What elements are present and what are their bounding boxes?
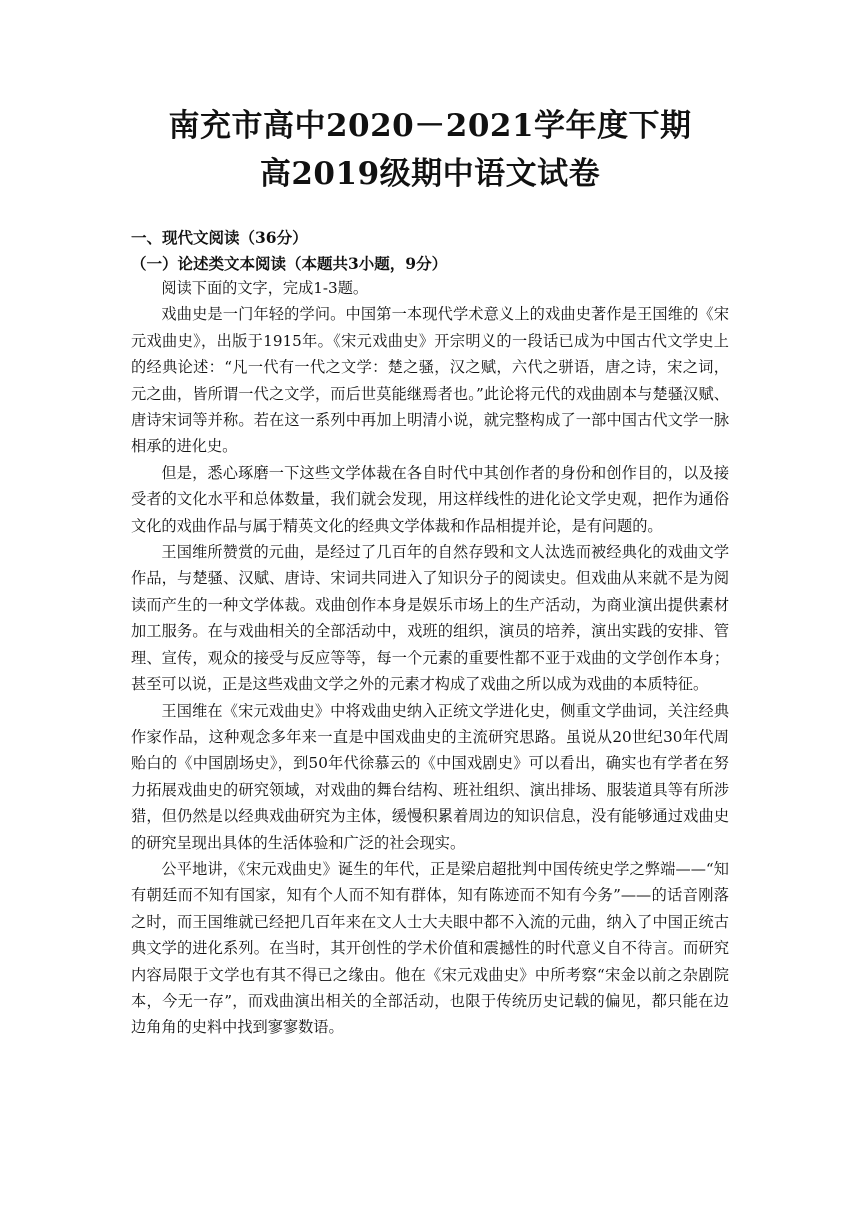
instruction-text: 阅读下面的文字，完成1-3题。 <box>161 279 369 297</box>
exam-title-line2: 高2019级期中语文试卷 <box>259 156 601 192</box>
section-heading: 一、现代文阅读（36分） <box>131 228 308 247</box>
subsection-heading: （一）论述类文本阅读（本题共3小题，9分） <box>131 254 448 273</box>
passage-paragraph-2: 但是，悉心琢磨一下这些文学体裁在各自时代中其创作者的身份和创作目的，以及接受者的文化水平和总体数量，我们就会发现，用这样线性的进化论文学史观，把作为通俗文化的戏曲作品与属于精英文化的经典文学体裁和作品相提并论，是有问题的。 <box>131 463 729 535</box>
passage-paragraph-1: 戏曲史是一门年轻的学问。中国第一本现代学术意义上的戏曲史著作是王国维的《宋元戏曲史》，出版于1915年。《宋元戏曲史》开宗明义的一段话已成为中国古代文学史上的经典论述：“凡一代有一代之文学：楚之骚，汉之赋，六代之骈语，唐之诗，宋之词，元之曲，皆所谓一代之文学，而后世莫能继焉者也。”此论将元代的戏曲剧本与楚骚汉赋、唐诗宋词等并称。若在这一系列中再加上明清小说，就完整构成了一部中国古代文学一脉相承的进化史。 <box>131 305 729 456</box>
exam-title-line1: 南充市高中2020－2021学年度下期 <box>168 108 692 144</box>
reading-passage <box>131 275 729 1041</box>
passage-paragraph-4: 王国维在《宋元戏曲史》中将戏曲史纳入正统文学进化史，侧重文学曲词，关注经典作家作品，这种观念多年来一直是中国戏曲史的主流研究思路。虽说从20世纪30年代周贻白的《中国剧场史》，到50年代徐慕云的《中国戏剧史》可以看出，确实也有学者在努力拓展戏曲史的研究领域，对戏曲的舞台结构、班社组织、演出排场、服装道具等有所涉猎，但仍然是以经典戏曲研究为主体，缓慢积累着周边的知识信息，没有能够通过戏曲史的研究呈现出具体的生活体验和广泛的社会现实。 <box>131 701 729 852</box>
passage-paragraph-3: 王国维所赞赏的元曲，是经过了几百年的自然存毁和文人汰选而被经典化的戏曲文学作品，与楚骚、汉赋、唐诗、宋词共同进入了知识分子的阅读史。但戏曲从来就不是为阅读而产生的一种文学体裁。戏曲创作本身是娱乐市场上的生产活动，为商业演出提供素材加工服务。在与戏曲相关的全部活动中，戏班的组织，演员的培养，演出实践的安排、管理、宣传，观众的接受与反应等等，每一个元素的重要性都不亚于戏曲的文学创作本身；甚至可以说，正是这些戏曲文学之外的元素才构成了戏曲之所以成为戏曲的本质特征。 <box>131 543 729 694</box>
passage-paragraph-5: 公平地讲，《宋元戏曲史》诞生的年代，正是梁启超批判中国传统史学之弊端——“知有朝廷而不知有国家，知有个人而不知有群体，知有陈迹而不知有今务”——的话音刚落之时，而王国维就已经把几百年来在文人士大夫眼中都不入流的元曲，纳入了中国正统古典文学的进化系列。在当时，其开创性的学术价值和震撼性的时代意义自不待言。而研究内容局限于文学也有其不得已之缘由。他在《宋元戏曲史》中所考察“宋金以前之杂剧院本，今无一存”，而戏曲演出相关的全部活动，也限于传统历史记载的偏见，都只能在边边角角的史料中找到寥寥数语。 <box>131 859 729 1037</box>
